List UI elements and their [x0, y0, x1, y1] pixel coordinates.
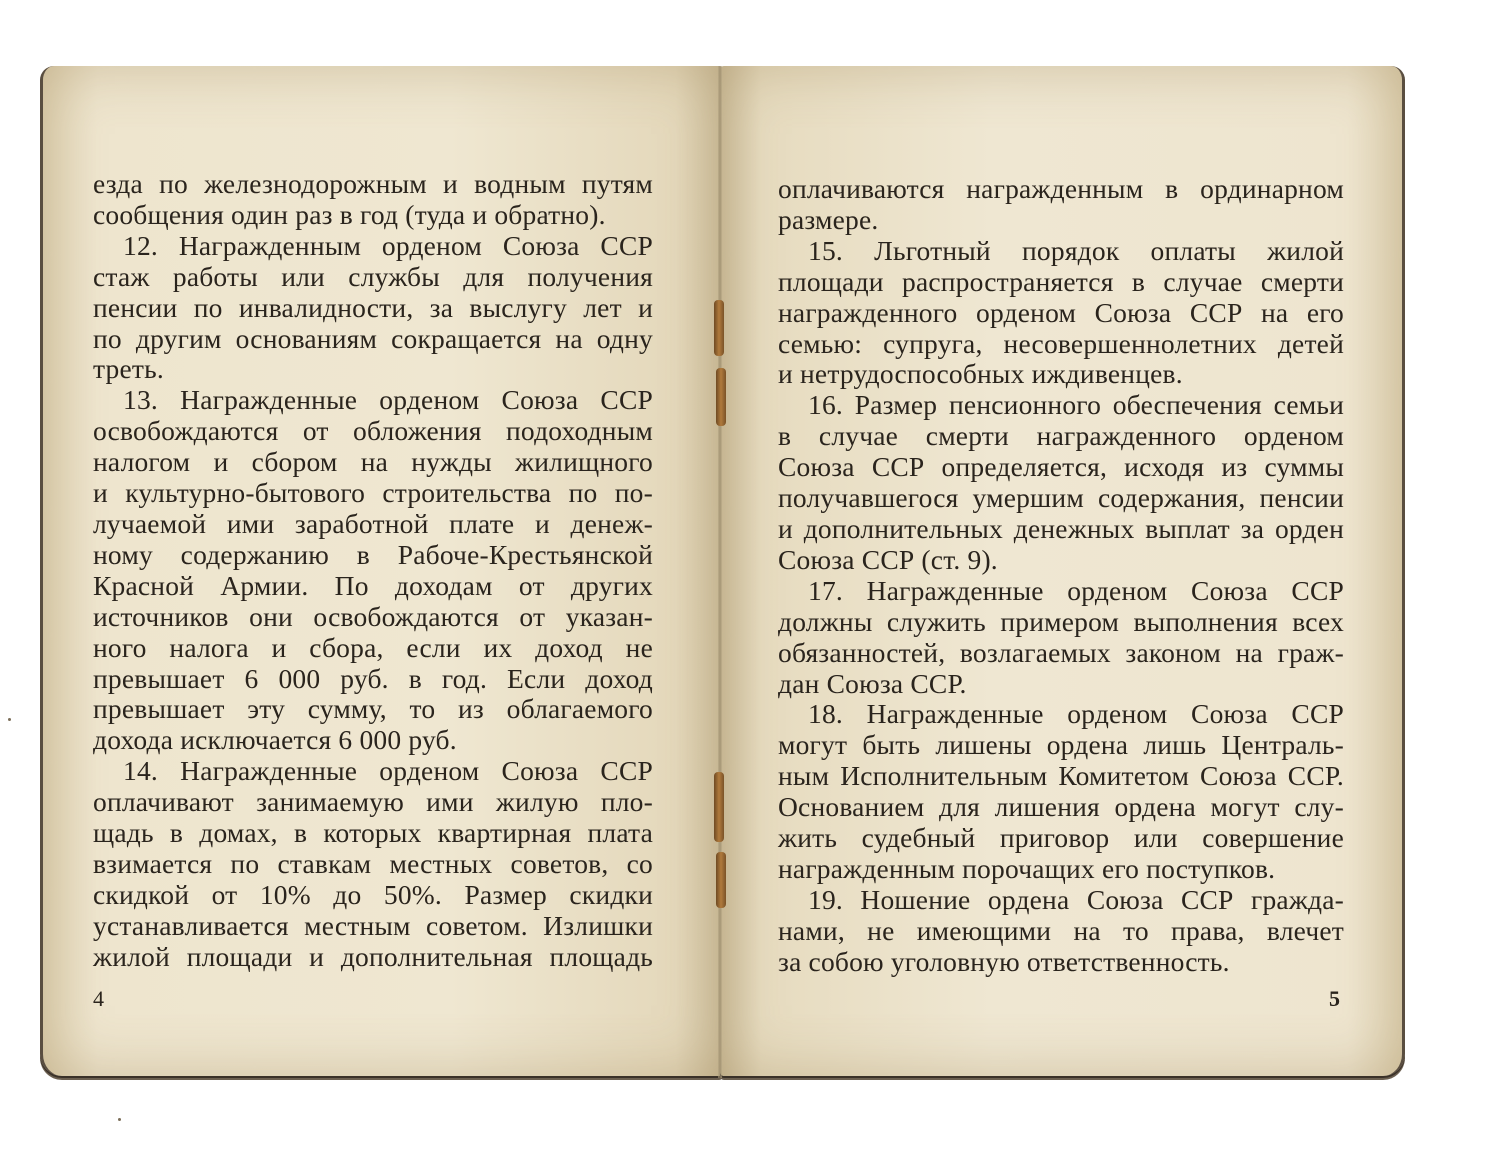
book-spine: [718, 66, 722, 1078]
left-page-text-line: источников они освобождаются от указан-: [93, 600, 653, 632]
page-number-right: 5: [1329, 986, 1340, 1011]
left-page-text-line: взимается по ставкам местных советов, со: [93, 847, 653, 879]
right-page-text-line: Союза ССР (ст. 9).: [778, 543, 998, 575]
right-page-text-line: площади распространяется в случае смерти: [778, 265, 1344, 297]
left-page-text-line: ного налога и сбора, если их доход не: [93, 631, 653, 663]
right-page-text-line: и дополнительных денежных выплат за орден: [778, 512, 1344, 544]
right-page-text-line: 19. Ношение ордена Союза ССР гражда-: [808, 883, 1344, 915]
right-page-text-line: и нетрудоспособных иждивенцев.: [778, 358, 1183, 390]
right-page-text: [778, 174, 1344, 978]
right-page-text-line: 15. Льготный порядок оплаты жилой: [808, 234, 1344, 266]
right-page-text-line: дан Союза ССР.: [778, 667, 967, 699]
left-page-text-line: 13. Награжденные орденом Союза ССР: [123, 384, 653, 416]
left-page-text-line: пенсии по инвалидности, за выслугу лет и: [93, 291, 653, 323]
right-page-text-line: оплачиваются награжденным в ординарном: [778, 173, 1344, 204]
right-page-text-line: нами, не имеющими на то права, влечет: [778, 914, 1344, 946]
left-page-text-line: стаж работы или службы для получения: [93, 260, 653, 292]
right-page-text-line: обязанностей, возлагаемых законом на граж-: [778, 636, 1344, 668]
left-page-text-line: езда по железнодорожным и водным путям: [93, 168, 653, 199]
dust-speck: [118, 1118, 121, 1121]
left-page-text-line: сообщения один раз в год (туда и обратно).: [93, 198, 606, 230]
left-page-text-line: освобождаются от обложения подоходным: [93, 415, 653, 447]
right-page-text-line: жить судебный приговор или совершение: [778, 822, 1344, 854]
left-page-text-line: налогом и сбором на нужды жилищного: [93, 446, 653, 478]
right-page-text-line: Основанием для лишения ордена могут слу-: [778, 791, 1344, 823]
right-page-text-line: Союза ССР определяется, исходя из суммы: [778, 451, 1344, 483]
right-page-text-line: в случае смерти награжденного орденом: [778, 420, 1344, 452]
left-page-text-line: жилой площади и дополнительная площадь: [93, 940, 653, 972]
staple-bottom-upper: [714, 772, 724, 842]
right-page-text-line: за собою уголовную ответственность.: [778, 945, 1230, 977]
left-page-text-line: дохода исключается 6 000 руб.: [93, 724, 457, 756]
left-page-text-line: превышает эту сумму, то из облагаемого: [93, 693, 653, 725]
left-page-text-line: скидкой от 10% до 50%. Размер скидки: [93, 878, 653, 910]
staple-bottom-lower: [716, 852, 726, 908]
left-page-text-line: 14. Награжденные орденом Союза ССР: [123, 755, 653, 787]
left-page-text-line: треть.: [93, 353, 164, 385]
right-page-text-line: 16. Размер пенсионного обеспечения семьи: [808, 389, 1344, 421]
left-page-text-line: ному содержанию в Рабоче-Крестьянской: [93, 538, 653, 570]
left-page-text-line: и культурно-бытового строительства по по-: [93, 477, 653, 509]
page-number-left: 4: [93, 986, 104, 1011]
right-page-text-line: награжденного орденом Союза ССР на его: [778, 296, 1344, 328]
dust-speck: [8, 718, 11, 721]
left-page-text-line: устанавливается местным советом. Излишки: [93, 909, 653, 941]
right-page-text-line: 18. Награжденные орденом Союза ССР: [808, 698, 1344, 730]
open-booklet: [40, 66, 1400, 1084]
right-page-text-line: должны служить примером выполнения всех: [778, 605, 1344, 637]
left-page-text-line: лучаемой ими заработной плате и денеж-: [93, 507, 653, 539]
left-page-text-line: 12. Награжденным орденом Союза ССР: [123, 229, 653, 261]
left-page-text-line: оплачивают занимаемую ими жилую пло-: [93, 786, 653, 818]
staple-top-upper: [714, 300, 724, 356]
staple-top-lower: [716, 368, 726, 426]
left-page: [40, 66, 723, 1076]
right-page-text-line: ным Исполнительным Комитетом Союза ССР.: [778, 760, 1344, 792]
right-page-text-line: награжденным порочащих его поступков.: [778, 852, 1276, 884]
left-page-text: [93, 169, 653, 973]
right-page: [720, 66, 1405, 1076]
left-page-text-line: превышает 6 000 руб. в год. Если доход: [93, 662, 653, 694]
right-page-text-line: 17. Награжденные орденом Союза ССР: [808, 574, 1344, 606]
right-page-text-line: получавшегося умершим содержания, пенсии: [778, 482, 1344, 514]
right-page-text-line: размере.: [778, 203, 879, 235]
right-page-text-line: семью: супруга, несовершеннолетних детей: [778, 327, 1344, 359]
right-page-text-line: могут быть лишены ордена лишь Централь-: [778, 729, 1344, 761]
left-page-text-line: щадь в домах, в которых квартирная плата: [93, 817, 653, 849]
left-page-text-line: по другим основаниям сокращается на одну: [93, 322, 653, 354]
left-page-text-line: Красной Армии. По доходам от других: [93, 569, 653, 601]
